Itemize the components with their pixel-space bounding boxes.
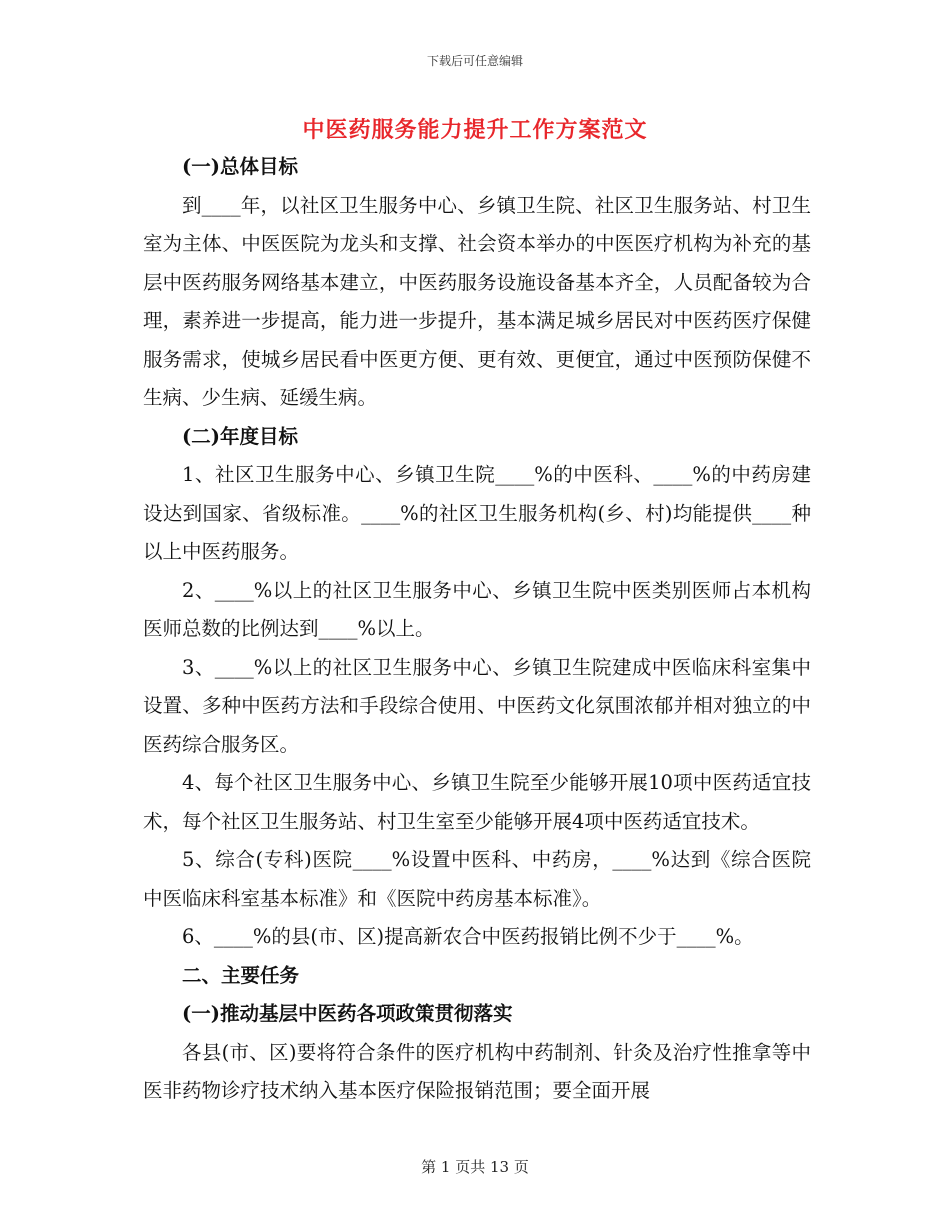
section-heading-overall-goal: (一)总体目标 (182, 155, 298, 178)
body-paragraph: 到____年，以社区卫生服务中心、乡镇卫生院、社区卫生服务站、村卫生室为主体、中医医院为龙头和支撑、社会资本举办的中医医疗机构为补充的基层中医药服务网络基本建立，中医药服务设施设备基本齐全，人员配备较为合理，素养进一步提高，能力进一步提升，基本满足城乡居民对中医药医疗保健服务需求，使城乡居民看中医更方便、更有效、更便宜，通过中医预防保健不生病、少生病、延缓生病。 (143, 193, 811, 409)
document-body (143, 148, 811, 1111)
page-header-note: 下载后可任意编辑 (426, 54, 523, 68)
section-heading-main-tasks: 二、主要任务 (182, 963, 300, 987)
body-paragraph: 6、____%的县(市、区)提高新农合中医药报销比例不少于____%。 (182, 925, 754, 948)
body-paragraph: 2、____%以上的社区卫生服务中心、乡镇卫生院中医类别医师占本机构医师总数的比例达到____%以上。 (143, 578, 811, 640)
page-number: 第 1 页共 13 页 (421, 1158, 529, 1176)
body-paragraph: 4、每个社区卫生服务中心、乡镇卫生院至少能够开展10项中医药适宜技术，每个社区卫生服务站、村卫生室至少能够开展4项中医药适宜技术。 (143, 771, 811, 833)
section-heading-annual-goal: (二)年度目标 (182, 424, 298, 448)
body-paragraph: 3、____%以上的社区卫生服务中心、乡镇卫生院建成中医临床科室集中设置、多种中医药方法和手段综合使用、中医药文化氛围浓郁并相对独立的中医药综合服务区。 (143, 655, 811, 756)
body-paragraph: 1、社区卫生服务中心、乡镇卫生院____%的中医科、____%的中药房建设达到国家、省级标准。____%的社区卫生服务机构(乡、村)均能提供____种以上中医药服务。 (143, 463, 811, 563)
section-heading-policy: (一)推动基层中医药各项政策贯彻落实 (182, 1002, 513, 1025)
body-paragraph: 各县(市、区)要将符合条件的医疗机构中药制剂、针灸及治疗性推拿等中医非药物诊疗技术纳入基本医疗保险报销范围；要全面开展 (143, 1040, 811, 1102)
body-paragraph: 5、综合(专科)医院____%设置中医科、中药房，____%达到《综合医院中医临床科室基本标准》和《医院中药房基本标准》。 (143, 848, 811, 910)
document-title: 中医药服务能力提升工作方案范文 (302, 117, 648, 143)
